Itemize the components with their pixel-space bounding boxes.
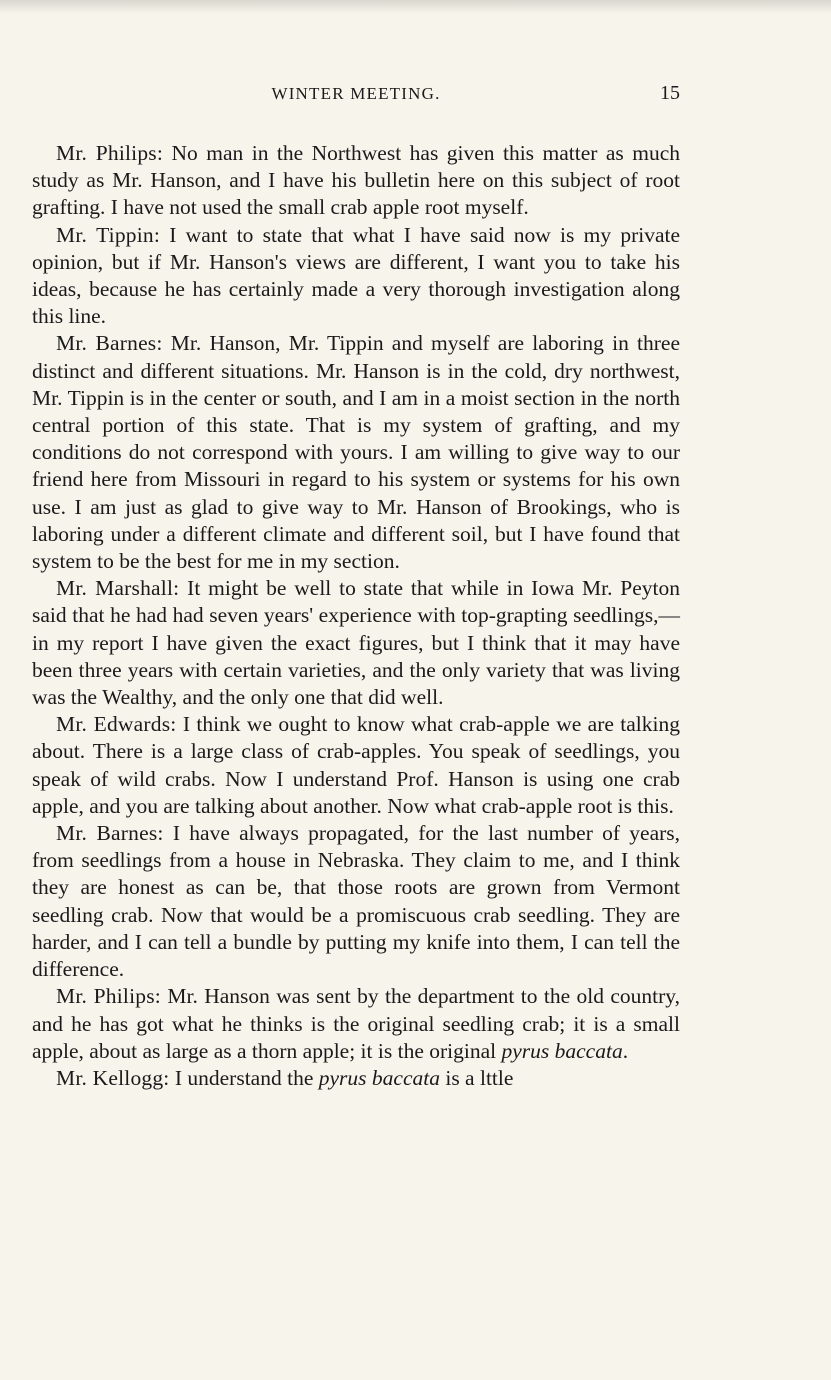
speech-text: Mr. Hanson, Mr. Tippin and myself are laboring in three distinct and different situations. Mr. Hanson is in the cold, dry northwest, Mr. Tippin is in the center or south, and I am in a moist section in the north central portion of this state. That is my system of grafting, and my conditions do not correspond with yours. I am willing to give way to our friend here from Missouri in regard to his system or systems for his own use. I am just as glad to give way to Mr. Hanson of Brookings, who is laboring under a different climate and different soil, but I have found that system to be the best for me in my section. xyxy=(32,331,681,574)
paragraph xyxy=(32,820,680,983)
speech-text: I have always propagated, for the last number of years, from seedlings from a house in Nebraska. They claim to me, and I think they are honest as can be, that those roots are grown from Vermont seedling crab. Now that would be a promiscuous crab seedling. They are harder, and I can tell a bundle by putting my knife into them, I can tell the difference. xyxy=(32,821,681,982)
speech-text: It might be well to state that while in Iowa Mr. Peyton said that he had had seven years' experience with top-grapting seedlings,—in my report I have given the exact figures, but I think that it may have been three years with certain varieties, and the only variety that was living was the Wealthy, and the only one that did well. xyxy=(32,576,681,710)
speech-text: I think we ought to know what crab-apple we are talking about. There is a large class of crab-apples. You speak of seedlings, you speak of wild crabs. Now I understand Prof. Hanson is using one crab apple, and you are talking about another. Now what crab-apple root is this. xyxy=(32,712,680,818)
speech-text: . xyxy=(622,1038,629,1063)
paragraph xyxy=(32,330,680,575)
speaker-name: Mr. Edwards: xyxy=(56,712,177,737)
page-top-edge xyxy=(0,0,831,14)
paragraph xyxy=(32,222,680,331)
italic-term: pyrus baccata xyxy=(318,1065,440,1090)
body-text xyxy=(32,140,680,1092)
paragraph xyxy=(32,983,680,1065)
paragraph xyxy=(32,1065,680,1092)
italic-term: pyrus baccata xyxy=(501,1038,623,1063)
speech-text: Mr. Hanson was sent by the department to the old country, and he has got what he thinks is the original seedling crab; it is a small apple, about as large as a thorn apple; it is the original xyxy=(32,984,680,1063)
speech-text: is a lttle xyxy=(439,1065,514,1090)
speech-text: I understand the xyxy=(174,1065,319,1090)
speaker-name: Mr. Barnes: xyxy=(56,331,163,356)
speaker-name: Mr. Kellogg: xyxy=(56,1065,170,1090)
speech-text: No man in the Northwest has given this matter as much study as Mr. Hanson, and I have his bulletin here on this subject of root grafting. I have not used the small crab apple root myself. xyxy=(32,141,681,220)
paragraph xyxy=(32,140,680,222)
page-number: 15 xyxy=(660,82,680,104)
speech-text: I want to state that what I have said now is my private opinion, but if Mr. Hanson's views are different, I want you to take his ideas, because he has certainly made a very thorough investigation along this line. xyxy=(32,222,681,329)
speaker-name: Mr. Philips: xyxy=(56,141,164,165)
speaker-name: Mr. Tippin: xyxy=(56,222,161,247)
speaker-name: Mr. Philips: xyxy=(56,984,161,1009)
speaker-name: Mr. Barnes: xyxy=(56,821,164,846)
speaker-name: Mr. Marshall: xyxy=(56,576,180,601)
paragraph xyxy=(32,711,680,820)
running-title: WINTER MEETING. xyxy=(271,84,441,103)
paragraph xyxy=(32,575,680,711)
running-header xyxy=(32,84,680,112)
